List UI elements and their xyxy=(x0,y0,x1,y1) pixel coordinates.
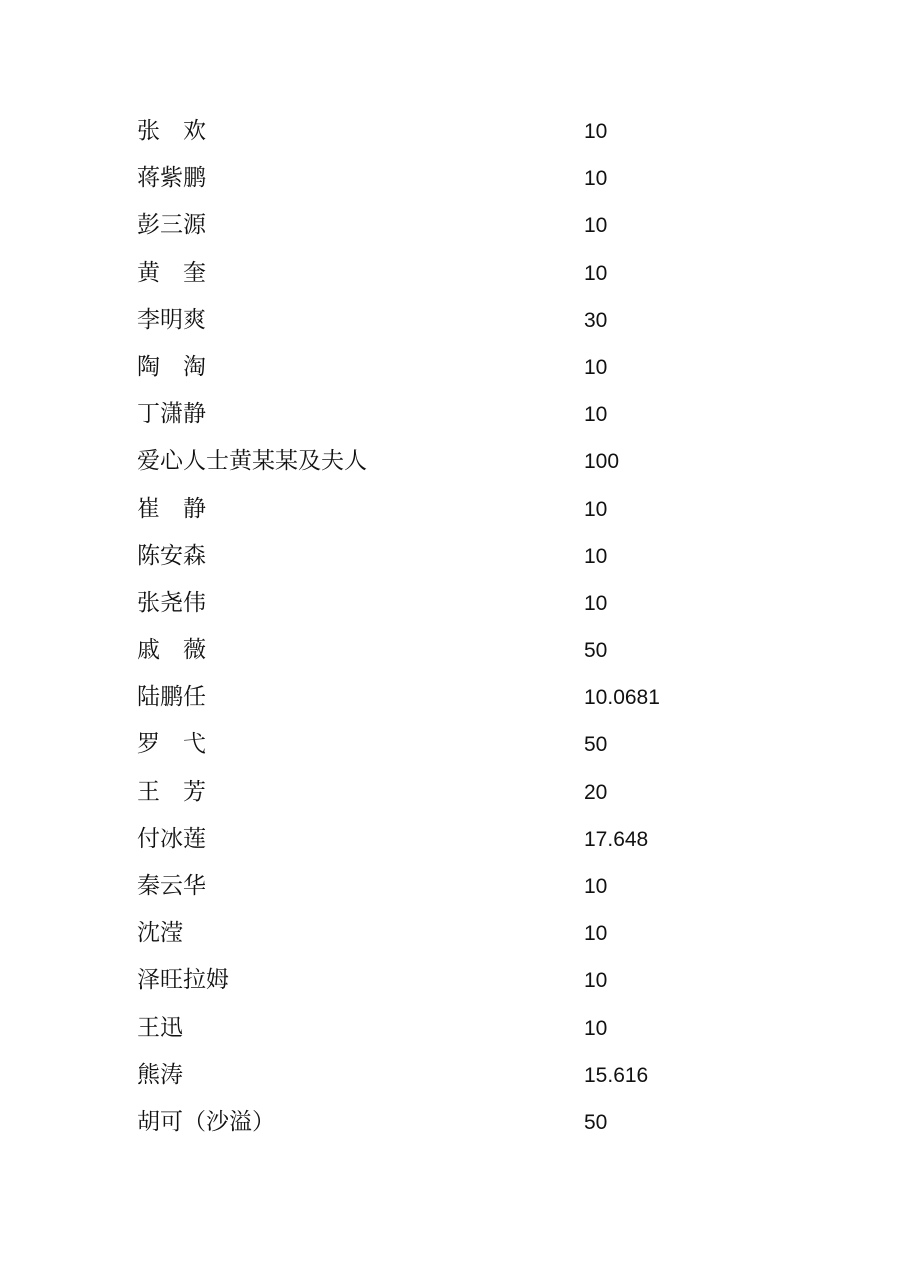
donor-name: 秦云华 xyxy=(137,873,206,899)
list-item xyxy=(0,534,900,581)
list-item xyxy=(0,911,900,958)
donation-amount: 30 xyxy=(584,308,608,332)
list-item xyxy=(0,581,900,628)
donation-amount: 15.616 xyxy=(584,1063,649,1087)
list-item xyxy=(0,722,900,769)
donation-amount: 10 xyxy=(584,591,608,615)
donation-amount: 50 xyxy=(584,1110,608,1134)
donation-amount: 10 xyxy=(584,1016,608,1040)
donation-amount: 10 xyxy=(584,120,608,143)
list-item xyxy=(0,628,900,675)
donor-name: 胡可（沙溢） xyxy=(137,1108,275,1135)
donation-amount: 10.0681 xyxy=(584,686,660,710)
list-item xyxy=(0,156,900,203)
donation-amount: 20 xyxy=(584,780,608,804)
donor-name: 丁潇静 xyxy=(137,401,206,428)
donation-amount: 10 xyxy=(584,214,608,238)
list-item xyxy=(0,675,900,722)
list-item xyxy=(0,770,900,817)
list-item xyxy=(0,298,900,345)
list-item xyxy=(0,1006,900,1053)
donation-amount: 50 xyxy=(584,639,608,663)
donation-amount: 10 xyxy=(584,261,608,285)
list-item xyxy=(0,1053,900,1100)
donation-amount: 10 xyxy=(584,403,608,427)
donor-name: 沈滢 xyxy=(137,920,183,947)
donation-amount: 10 xyxy=(584,497,608,521)
list-item xyxy=(0,439,900,486)
donor-name: 付冰莲 xyxy=(137,825,206,852)
donor-name: 戚 薇 xyxy=(137,637,206,664)
list-item xyxy=(0,392,900,439)
donor-name: 陶 淘 xyxy=(137,353,206,380)
donation-amount: 10 xyxy=(584,544,608,568)
donor-name: 罗 弋 xyxy=(137,731,206,758)
donor-name: 泽旺拉姆 xyxy=(137,967,229,994)
donor-name: 彭三源 xyxy=(137,212,206,239)
donor-name: 陈安森 xyxy=(137,542,206,569)
donor-name: 张尧伟 xyxy=(137,589,206,616)
list-item xyxy=(0,817,900,864)
list-item xyxy=(0,487,900,534)
list-item xyxy=(0,109,900,156)
donation-amount: 17.648 xyxy=(584,827,649,851)
donation-amount: 100 xyxy=(584,450,620,474)
donor-name: 崔 静 xyxy=(137,495,206,522)
donor-name: 蒋紫鹏 xyxy=(137,165,206,192)
donor-name: 王 芳 xyxy=(137,778,206,805)
list-item xyxy=(0,1100,900,1147)
donation-amount: 50 xyxy=(584,733,608,757)
donor-name: 黄 奎 xyxy=(137,259,206,286)
donor-name: 爱心人士黄某某及夫人 xyxy=(137,448,367,475)
donor-name: 熊涛 xyxy=(137,1061,183,1088)
donation-amount: 10 xyxy=(584,167,608,191)
list-item xyxy=(0,203,900,250)
donor-name: 张 欢 xyxy=(137,118,206,144)
donor-name: 李明爽 xyxy=(137,306,206,333)
donation-amount: 10 xyxy=(584,355,608,379)
donor-name: 陆鹏任 xyxy=(137,684,206,711)
list-item xyxy=(0,958,900,1005)
list-item xyxy=(0,251,900,298)
donor-name: 王迅 xyxy=(137,1014,183,1041)
list-item xyxy=(0,864,900,911)
donation-amount: 10 xyxy=(584,922,608,946)
donation-amount: 10 xyxy=(584,875,608,898)
donation-amount: 10 xyxy=(584,969,608,993)
donation-list xyxy=(0,109,900,1147)
list-item xyxy=(0,345,900,392)
